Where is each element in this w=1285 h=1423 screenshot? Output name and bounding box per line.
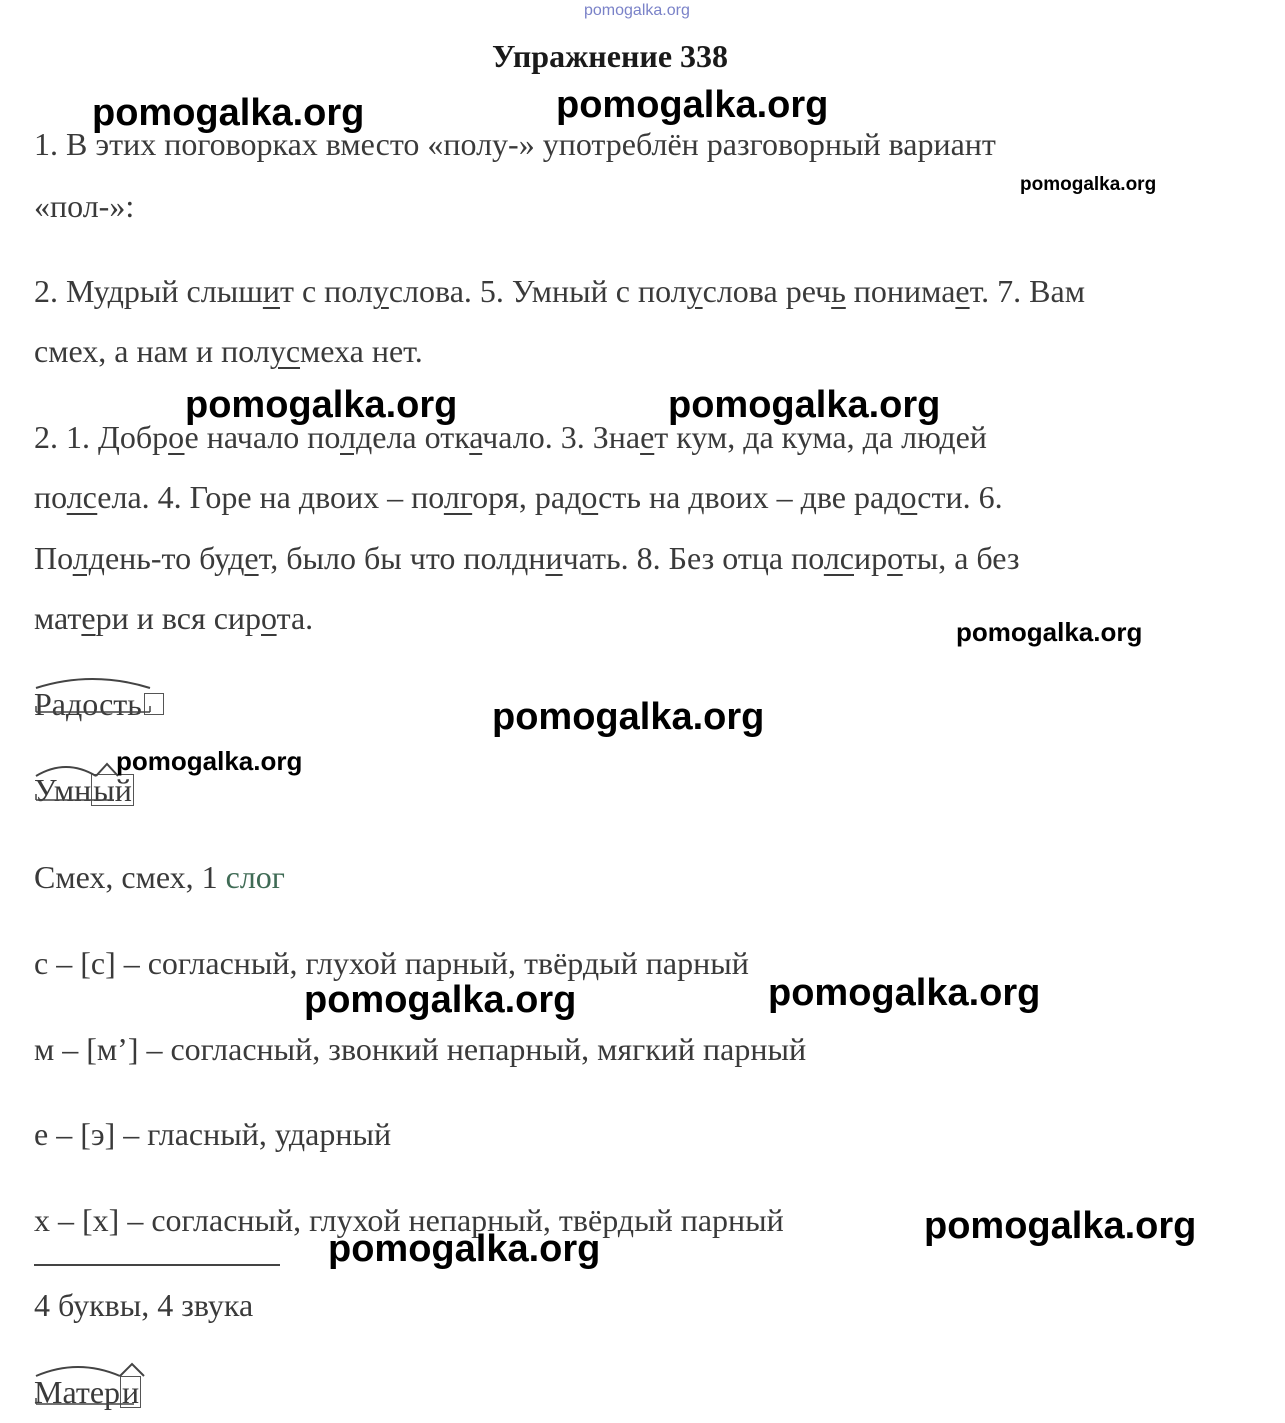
watermark: pomogalka.org [668,384,941,426]
root-arc-materi [34,1362,154,1410]
watermark: pomogalka.org [556,84,829,126]
proverbs-group-2-line-2: полсела. 4. Горе на двоих – полгоря, радость на двоих – две радости. 6. [34,479,1003,515]
root-arc-radost [34,676,154,716]
watermark: pomogalka.org [92,92,365,134]
sound-row-e: е – [э] – гласный, ударный [34,1116,392,1152]
sound-row-m: м – [м’] – согласный, звонкий непарный, мягкий парный [34,1031,807,1067]
word-materi-ending: и [122,1374,140,1410]
watermark: pomogalka.org [492,696,765,738]
watermark: pomogalka.org [304,979,577,1021]
site-link[interactable]: pomogalka.org [584,2,690,19]
word-umny-ending: ый [93,772,132,808]
proverbs-group-1-line-1: 2. Мудрый слышит с полуслова. 5. Умный с полуслова речь понимает. 7. Вам [34,273,1085,309]
word-materi-stem: Матер [34,1374,121,1410]
proverbs-group-2-line-3: Полдень-то будет, было бы что полдничать. 8. Без отца полсироты, а без [34,540,1020,576]
watermark: pomogalka.org [924,1205,1197,1247]
letters-sounds-summary: 4 буквы, 4 звука [34,1287,254,1323]
watermark: pomogalka.org [956,617,1143,647]
word-radost-root: Радость [34,686,142,722]
smeh-header: Смех, смех, 1 слог [34,859,285,895]
watermark: pomogalka.org [185,384,458,426]
sound-row-h: х – [х] – согласный, глухой непарный, твёрдый парный [34,1202,784,1238]
word-umny-stem: Умн [34,772,92,808]
summary-divider [34,1264,280,1266]
syllable-label: слог [225,859,285,895]
watermark: pomogalka.org [328,1228,601,1270]
suffix-mark [120,1364,144,1376]
suffix-mark [96,764,118,776]
watermark: pomogalka.org [116,746,303,776]
proverbs-group-2-line-1: 2. 1. Доброе начало полдела откачало. 3. Знает кум, да кума, да людей [34,419,987,455]
watermark: pomogalka.org [768,972,1041,1014]
sound-row-s: с – [с] – согласный, глухой парный, твёрдый парный [34,945,749,981]
page-title: Упражнение 338 [492,38,729,74]
intro-line-1: 1. В этих поговорках вместо «полу-» употреблён разговорный вариант [34,126,996,162]
proverbs-group-1-line-2: смех, а нам и полусмеха нет. [34,333,423,369]
proverbs-group-2-line-4: матери и вся сирота. [34,600,314,636]
intro-line-2: «пол-»: [34,188,135,224]
watermark: pomogalka.org [1020,174,1157,195]
